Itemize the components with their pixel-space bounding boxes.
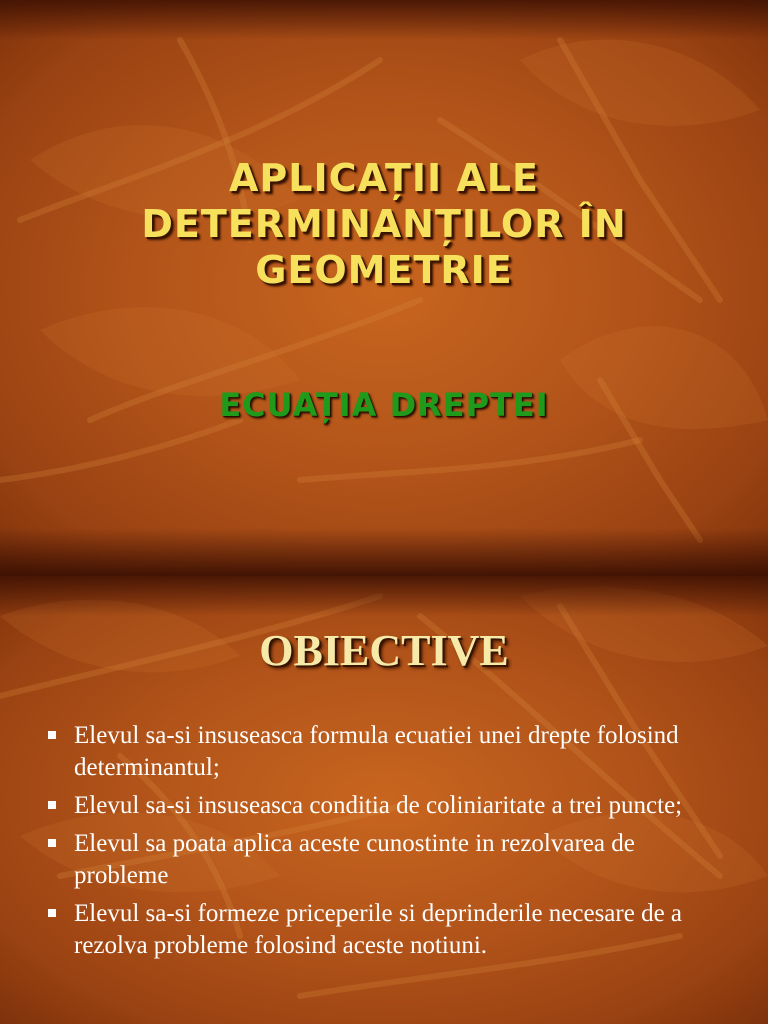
- square-bullet-icon: [48, 731, 56, 739]
- list-item: [44, 828, 734, 892]
- slide-title: OBIECTIVE: [259, 626, 509, 675]
- square-bullet-icon: [48, 839, 56, 847]
- list-item-text: Elevul sa-si formeze priceperile si deprinderile necesare de a rezolva probleme folosind aceste notiuni.: [74, 900, 683, 959]
- slide-2: [0, 576, 768, 1024]
- list-item-text: Elevul sa-si insuseasca formula ecuatiei unei drepte folosind determinantul;: [74, 722, 679, 781]
- slide-title: APLICAȚII ALE DETERMINANȚILOR ÎN GEOMETRIE: [141, 156, 627, 292]
- square-bullet-icon: [48, 801, 56, 809]
- list-item-text: Elevul sa poata aplica aceste cunostinte in rezolvarea de probleme: [74, 830, 635, 889]
- slide-shadow-top: [0, 0, 768, 40]
- objectives-list: [44, 720, 734, 968]
- list-item: [44, 720, 734, 784]
- slide-shadow-bottom: [0, 528, 768, 576]
- list-item: [44, 790, 734, 822]
- square-bullet-icon: [48, 909, 56, 917]
- list-item: [44, 898, 734, 962]
- list-item-text: Elevul sa-si insuseasca conditia de coliniaritate a trei puncte;: [74, 792, 683, 819]
- slide-subtitle: ECUAȚIA DREPTEI: [219, 386, 549, 424]
- slide-shadow-top: [0, 576, 768, 616]
